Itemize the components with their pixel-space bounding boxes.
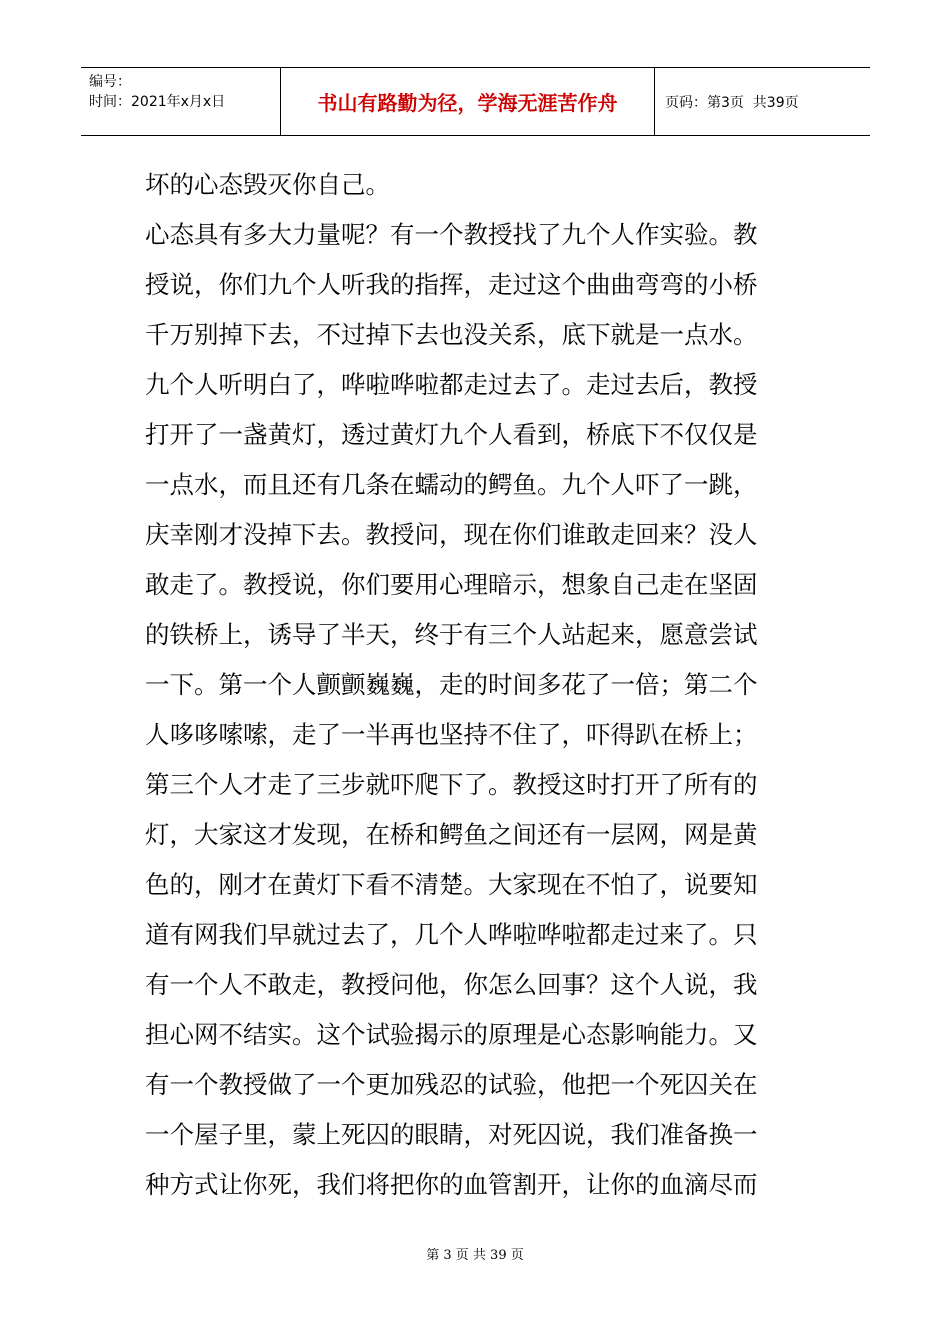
text-line: 敢走了。教授说，你们要用心理暗示，想象自己走在坚固 bbox=[145, 570, 758, 599]
text-line: 授说，你们九个人听我的指挥，走过这个曲曲弯弯的小桥 bbox=[145, 270, 758, 299]
text-line: 的铁桥上，诱导了半天，终于有三个人站起来，愿意尝试 bbox=[145, 620, 758, 649]
motto-text: 书山有路勤为径，学海无涯苦作舟 bbox=[317, 91, 618, 115]
text-line: 有一个人不敢走，教授问他，你怎么回事？这个人说，我 bbox=[145, 970, 758, 999]
header-meta-cell bbox=[81, 68, 281, 135]
date-label: 时间：2021年x月x日 bbox=[89, 94, 226, 110]
footer-page-number: 第 3 页 共 39 页 bbox=[426, 1248, 524, 1263]
page-number-cell bbox=[655, 68, 870, 135]
page-number-label: 页码：第3页 共39页 bbox=[665, 94, 799, 111]
text-line: 坏的心态毁灭你自己。 bbox=[145, 170, 390, 199]
text-line: 打开了一盏黄灯，透过黄灯九个人看到，桥底下不仅仅是 bbox=[145, 420, 758, 449]
text-line: 庆幸刚才没掉下去。教授问，现在你们谁敢走回来？没人 bbox=[145, 520, 758, 549]
text-line: 灯，大家这才发现，在桥和鳄鱼之间还有一层网，网是黄 bbox=[145, 820, 758, 849]
text-line: 有一个教授做了一个更加残忍的试验，他把一个死囚关在 bbox=[145, 1070, 758, 1099]
text-line: 担心网不结实。这个试验揭示的原理是心态影响能力。又 bbox=[145, 1020, 758, 1049]
text-line: 道有网我们早就过去了，几个人哗啦哗啦都走过来了。只 bbox=[145, 920, 758, 949]
text-line: 种方式让你死，我们将把你的血管割开，让你的血滴尽而 bbox=[145, 1170, 758, 1199]
page-header bbox=[81, 67, 870, 136]
text-line: 一点水，而且还有几条在蠕动的鳄鱼。九个人吓了一跳， bbox=[145, 470, 758, 499]
text-line: 人哆哆嗦嗦，走了一半再也坚持不住了，吓得趴在桥上； bbox=[145, 720, 758, 749]
text-line: 千万别掉下去，不过掉下去也没关系，底下就是一点水。 bbox=[145, 320, 758, 349]
document-body bbox=[145, 160, 810, 1210]
text-line: 一个屋子里，蒙上死囚的眼睛，对死囚说，我们准备换一 bbox=[145, 1120, 758, 1149]
motto-cell bbox=[281, 68, 655, 135]
text-line: 心态具有多大力量呢？有一个教授找了九个人作实验。教 bbox=[145, 220, 758, 249]
number-label: 编号： bbox=[89, 74, 131, 90]
text-line: 九个人听明白了，哗啦哗啦都走过去了。走过去后，教授 bbox=[145, 370, 758, 399]
text-line: 色的，刚才在黄灯下看不清楚。大家现在不怕了，说要知 bbox=[145, 870, 758, 899]
text-line: 一下。第一个人颤颤巍巍，走的时间多花了一倍；第二个 bbox=[145, 670, 758, 699]
text-line: 第三个人才走了三步就吓爬下了。教授这时打开了所有的 bbox=[145, 770, 758, 799]
page-footer bbox=[0, 1244, 950, 1263]
